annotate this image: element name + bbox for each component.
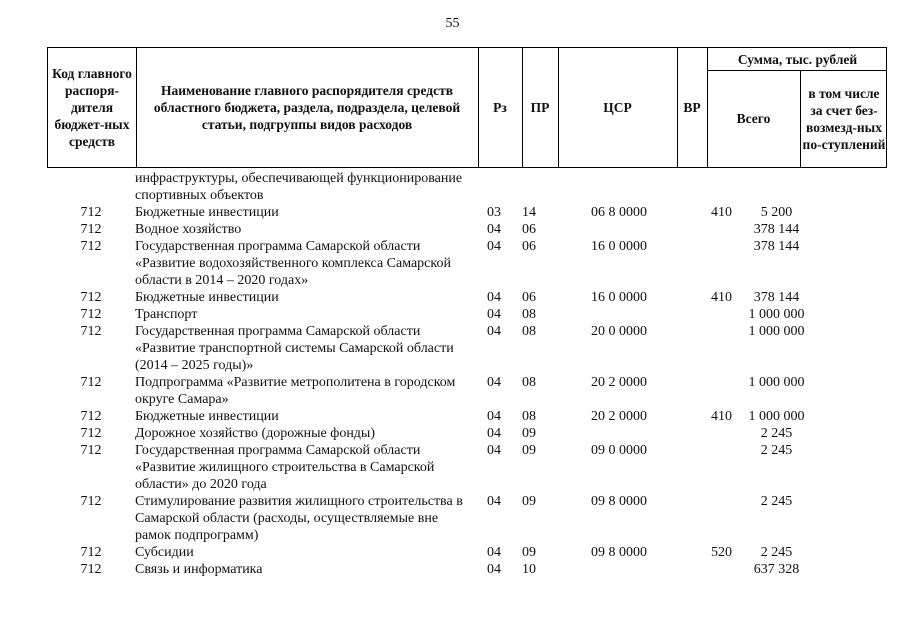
row-total: 1 000 000 bbox=[748, 324, 805, 339]
row-rz: 04 bbox=[487, 494, 501, 509]
table-row bbox=[47, 204, 887, 221]
row-pr: 08 bbox=[522, 307, 536, 322]
row-rz: 04 bbox=[487, 443, 501, 458]
row-code: 712 bbox=[80, 239, 102, 254]
row-csr: 09 8 0000 bbox=[591, 494, 647, 509]
row-name: Бюджетные инвестиции bbox=[135, 290, 279, 305]
header-incl: в том числе за счет без-возмезд-ных по-ступлений bbox=[802, 85, 886, 152]
row-rz: 04 bbox=[487, 562, 501, 577]
row-code: 712 bbox=[80, 443, 102, 458]
table-row bbox=[47, 374, 887, 408]
row-name: Транспорт bbox=[135, 307, 198, 322]
table-row bbox=[47, 323, 887, 374]
row-pr: 10 bbox=[522, 562, 536, 577]
row-csr: 20 2 0000 bbox=[591, 409, 647, 424]
row-code: 712 bbox=[80, 426, 102, 441]
row-rz: 04 bbox=[487, 290, 501, 305]
table-row bbox=[47, 442, 887, 493]
row-total: 378 144 bbox=[753, 239, 800, 254]
row-name: Субсидии bbox=[135, 545, 194, 560]
table-row bbox=[47, 306, 887, 323]
row-total: 2 245 bbox=[760, 545, 793, 560]
table-row bbox=[47, 289, 887, 306]
row-code: 712 bbox=[80, 324, 102, 339]
row-csr: 20 2 0000 bbox=[591, 375, 647, 390]
row-name: Бюджетные инвестиции bbox=[135, 205, 279, 220]
header-csr: ЦСР bbox=[603, 100, 632, 115]
header-name: Наименование главного распорядителя средств областного бюджета, раздела, подраздела, целевой статьи, подгруппы видов расходов bbox=[153, 83, 461, 132]
row-total: 2 245 bbox=[760, 443, 793, 458]
row-total: 1 000 000 bbox=[748, 307, 805, 322]
row-vr: 520 bbox=[711, 545, 732, 560]
row-name: Стимулирование развития жилищного строительства в Самарской области (расходы, осуществляемые вне рамок подпрограмм) bbox=[135, 494, 463, 543]
row-csr: 09 0 0000 bbox=[591, 443, 647, 458]
row-rz: 04 bbox=[487, 426, 501, 441]
header-rz: Рз bbox=[493, 100, 507, 115]
row-rz: 03 bbox=[487, 205, 501, 220]
row-name: Дорожное хозяйство (дорожные фонды) bbox=[135, 426, 376, 441]
row-total: 5 200 bbox=[760, 205, 793, 220]
row-total: 2 245 bbox=[760, 426, 793, 441]
row-pr: 09 bbox=[522, 426, 536, 441]
row-csr: 20 0 0000 bbox=[591, 324, 647, 339]
row-rz: 04 bbox=[487, 307, 501, 322]
header-pr: ПР bbox=[530, 100, 550, 115]
row-name: Государственная программа Самарской области «Развитие транспортной системы Самарской области (2014 – 2025 годы)» bbox=[135, 324, 454, 373]
table-row bbox=[47, 561, 887, 578]
row-total: 1 000 000 bbox=[748, 375, 805, 390]
row-code: 712 bbox=[80, 205, 102, 220]
row-pr: 08 bbox=[522, 324, 536, 339]
row-total: 378 144 bbox=[753, 290, 800, 305]
row-rz: 04 bbox=[487, 545, 501, 560]
row-csr: 16 0 0000 bbox=[591, 290, 647, 305]
row-csr: 16 0 0000 bbox=[591, 239, 647, 254]
header-sum: Сумма, тыс. рублей bbox=[737, 51, 858, 67]
table-row bbox=[47, 170, 887, 204]
row-code: 712 bbox=[80, 545, 102, 560]
row-pr: 06 bbox=[522, 222, 536, 237]
row-vr: 410 bbox=[711, 205, 732, 220]
row-pr: 14 bbox=[522, 205, 536, 220]
row-pr: 08 bbox=[522, 375, 536, 390]
row-rz: 04 bbox=[487, 375, 501, 390]
row-name: Подпрограмма «Развитие метрополитена в городском округе Самара» bbox=[135, 375, 456, 407]
row-vr: 410 bbox=[711, 409, 732, 424]
table-body bbox=[47, 170, 887, 578]
row-pr: 09 bbox=[522, 494, 536, 509]
row-pr: 08 bbox=[522, 409, 536, 424]
row-name: Связь и информатика bbox=[135, 562, 263, 577]
row-csr: 09 8 0000 bbox=[591, 545, 647, 560]
row-name: Государственная программа Самарской области «Развитие водохозяйственного комплекса Самарской области в 2014 – 2020 годах» bbox=[135, 239, 451, 288]
row-total: 378 144 bbox=[753, 222, 800, 237]
table-header bbox=[47, 47, 887, 168]
header-code: Код главного распоря-дителя бюджет-ных средств bbox=[52, 66, 132, 149]
row-code: 712 bbox=[80, 290, 102, 305]
page-number: 55 bbox=[445, 16, 460, 31]
row-name: Водное хозяйство bbox=[135, 222, 242, 237]
row-name: инфраструктуры, обеспечивающей функционирование спортивных объектов bbox=[135, 171, 463, 203]
table-row bbox=[47, 408, 887, 425]
table-row bbox=[47, 544, 887, 561]
row-total: 1 000 000 bbox=[748, 409, 805, 424]
row-rz: 04 bbox=[487, 324, 501, 339]
row-csr: 06 8 0000 bbox=[591, 205, 647, 220]
row-rz: 04 bbox=[487, 239, 501, 254]
row-code: 712 bbox=[80, 375, 102, 390]
row-code: 712 bbox=[80, 307, 102, 322]
header-vr: ВР bbox=[683, 100, 701, 115]
row-vr: 410 bbox=[711, 290, 732, 305]
row-code: 712 bbox=[80, 562, 102, 577]
row-code: 712 bbox=[80, 222, 102, 237]
table-row bbox=[47, 493, 887, 544]
row-pr: 09 bbox=[522, 443, 536, 458]
row-code: 712 bbox=[80, 409, 102, 424]
row-total: 2 245 bbox=[760, 494, 793, 509]
row-rz: 04 bbox=[487, 222, 501, 237]
header-total: Всего bbox=[736, 111, 771, 126]
row-name: Государственная программа Самарской области «Развитие жилищного строительства в Самарской области» до 2020 года bbox=[135, 443, 435, 492]
table-row bbox=[47, 221, 887, 238]
row-pr: 06 bbox=[522, 239, 536, 254]
table-row bbox=[47, 425, 887, 442]
row-rz: 04 bbox=[487, 409, 501, 424]
row-code: 712 bbox=[80, 494, 102, 509]
row-pr: 06 bbox=[522, 290, 536, 305]
row-name: Бюджетные инвестиции bbox=[135, 409, 279, 424]
row-pr: 09 bbox=[522, 545, 536, 560]
table-row bbox=[47, 238, 887, 289]
row-total: 637 328 bbox=[753, 562, 800, 577]
